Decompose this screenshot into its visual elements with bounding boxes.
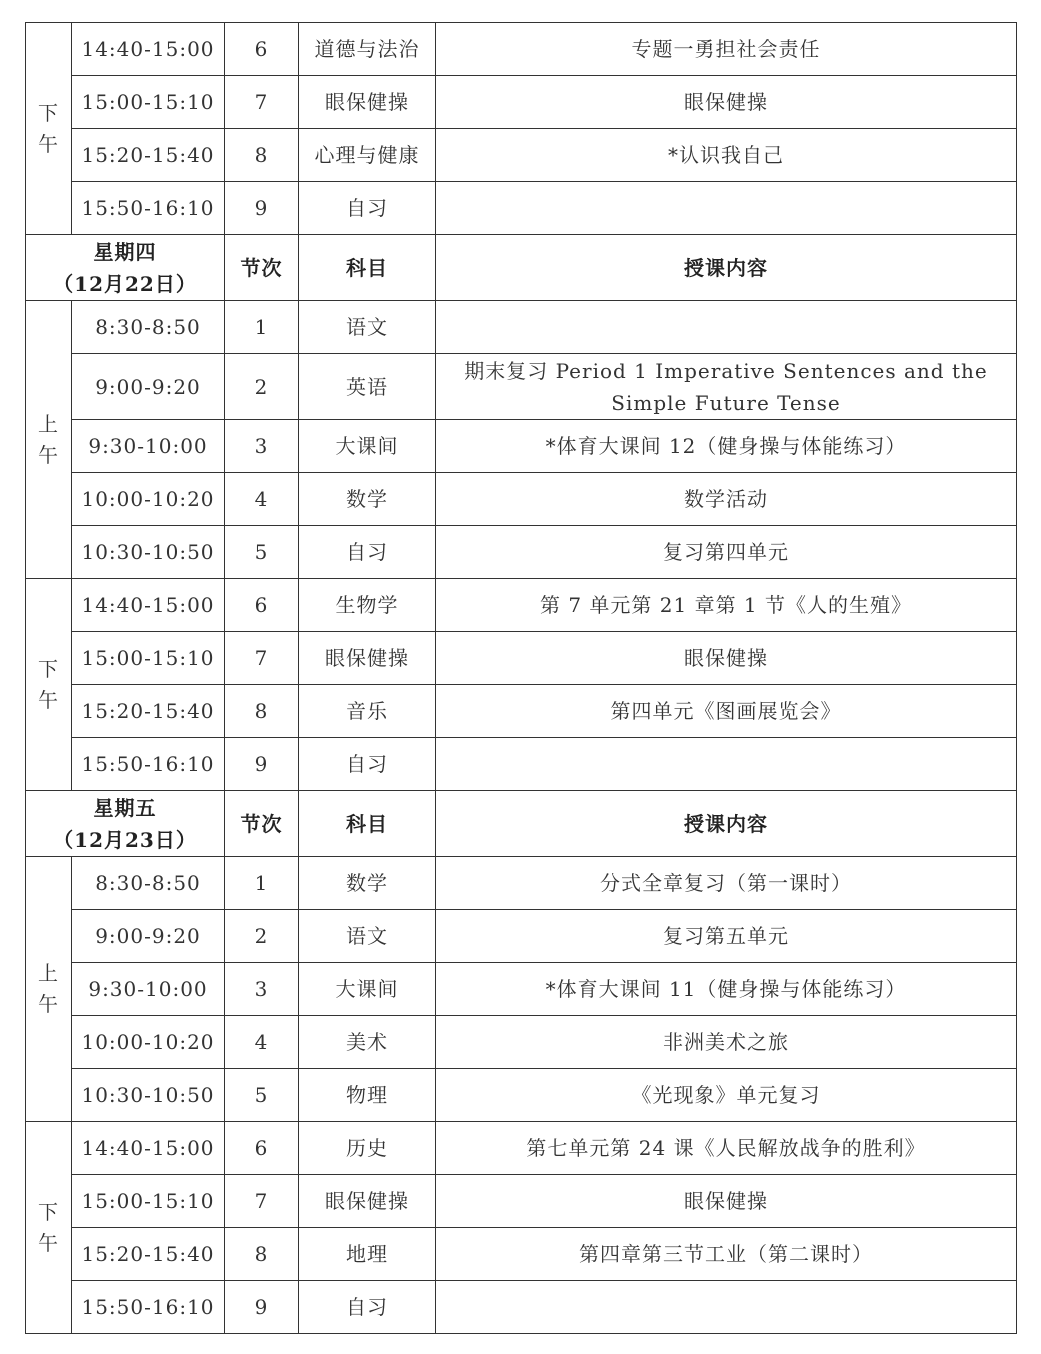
table-row (26, 129, 1017, 182)
table-row (26, 632, 1017, 685)
subject-cell: 眼保健操 (299, 1175, 436, 1228)
table-row (26, 685, 1017, 738)
period-label: 上午 (26, 301, 72, 579)
table-row (26, 420, 1017, 473)
lesson-number-cell: 9 (225, 1281, 299, 1334)
subject-cell: 数学 (299, 857, 436, 910)
subject-cell: 自习 (299, 738, 436, 791)
column-header-lesson-number: 节次 (225, 235, 299, 301)
table-row (26, 1016, 1017, 1069)
day-name: 星期五 (93, 795, 157, 820)
time-cell: 15:00-15:10 (72, 632, 225, 685)
subject-cell: 语文 (299, 301, 436, 354)
subject-cell: 眼保健操 (299, 76, 436, 129)
content-cell: 第 7 单元第 21 章第 1 节《人的生殖》 (436, 579, 1017, 632)
lesson-number-cell: 9 (225, 738, 299, 791)
lesson-number-cell: 3 (225, 420, 299, 473)
content-cell: 复习第四单元 (436, 526, 1017, 579)
content-cell: 眼保健操 (436, 76, 1017, 129)
period-label: 上午 (26, 857, 72, 1122)
table-row (26, 1122, 1017, 1175)
subject-cell: 自习 (299, 1281, 436, 1334)
table-row (26, 579, 1017, 632)
lesson-number-cell: 4 (225, 473, 299, 526)
day-label (26, 235, 225, 301)
day-header-row (26, 235, 1017, 301)
subject-cell: 音乐 (299, 685, 436, 738)
time-cell: 9:30-10:00 (72, 963, 225, 1016)
lesson-number-cell: 9 (225, 182, 299, 235)
time-cell: 8:30-8:50 (72, 301, 225, 354)
subject-cell: 地理 (299, 1228, 436, 1281)
subject-cell: 数学 (299, 473, 436, 526)
time-cell: 10:00-10:20 (72, 473, 225, 526)
time-cell: 15:50-16:10 (72, 182, 225, 235)
subject-cell: 英语 (299, 354, 436, 420)
content-cell: 第四单元《图画展览会》 (436, 685, 1017, 738)
time-cell: 15:20-15:40 (72, 685, 225, 738)
lesson-number-cell: 6 (225, 23, 299, 76)
lesson-number-cell: 5 (225, 526, 299, 579)
content-cell: 眼保健操 (436, 1175, 1017, 1228)
day-date: （12月23日） (53, 827, 197, 852)
table-row (26, 1228, 1017, 1281)
time-cell: 14:40-15:00 (72, 23, 225, 76)
subject-cell: 自习 (299, 526, 436, 579)
time-cell: 14:40-15:00 (72, 579, 225, 632)
time-cell: 9:00-9:20 (72, 354, 225, 420)
time-cell: 15:20-15:40 (72, 129, 225, 182)
time-cell: 10:00-10:20 (72, 1016, 225, 1069)
period-label: 下午 (26, 1122, 72, 1334)
subject-cell: 大课间 (299, 420, 436, 473)
day-name: 星期四 (93, 239, 157, 264)
column-header-subject: 科目 (299, 235, 436, 301)
lesson-number-cell: 7 (225, 76, 299, 129)
content-cell (436, 301, 1017, 354)
table-row (26, 182, 1017, 235)
time-cell: 10:30-10:50 (72, 1069, 225, 1122)
content-cell: 期末复习 Period 1 Imperative Sentences and the Simple Future Tense (436, 354, 1017, 420)
time-cell: 9:30-10:00 (72, 420, 225, 473)
time-cell: 10:30-10:50 (72, 526, 225, 579)
day-date: （12月22日） (53, 271, 197, 296)
period-label: 下午 (26, 579, 72, 791)
lesson-number-cell: 1 (225, 857, 299, 910)
content-cell (436, 738, 1017, 791)
content-cell: *体育大课间 12（健身操与体能练习） (436, 420, 1017, 473)
time-cell: 15:50-16:10 (72, 1281, 225, 1334)
lesson-number-cell: 2 (225, 354, 299, 420)
table-row (26, 857, 1017, 910)
subject-cell: 物理 (299, 1069, 436, 1122)
column-header-subject: 科目 (299, 791, 436, 857)
time-cell: 15:50-16:10 (72, 738, 225, 791)
content-cell: *认识我自己 (436, 129, 1017, 182)
subject-cell: 心理与健康 (299, 129, 436, 182)
lesson-number-cell: 6 (225, 1122, 299, 1175)
lesson-number-cell: 6 (225, 579, 299, 632)
table-row (26, 1069, 1017, 1122)
content-cell: 《光现象》单元复习 (436, 1069, 1017, 1122)
lesson-number-cell: 3 (225, 963, 299, 1016)
schedule-table (25, 22, 1017, 1334)
lesson-number-cell: 1 (225, 301, 299, 354)
content-cell (436, 182, 1017, 235)
content-cell: 眼保健操 (436, 632, 1017, 685)
day-header-row (26, 791, 1017, 857)
table-row (26, 354, 1017, 420)
content-cell: 数学活动 (436, 473, 1017, 526)
table-row (26, 76, 1017, 129)
content-cell (436, 1281, 1017, 1334)
table-row (26, 910, 1017, 963)
table-row (26, 1175, 1017, 1228)
subject-cell: 生物学 (299, 579, 436, 632)
subject-cell: 大课间 (299, 963, 436, 1016)
content-cell: 复习第五单元 (436, 910, 1017, 963)
table-row (26, 301, 1017, 354)
time-cell: 8:30-8:50 (72, 857, 225, 910)
table-row (26, 473, 1017, 526)
column-header-lesson-number: 节次 (225, 791, 299, 857)
content-cell: 第四章第三节工业（第二课时） (436, 1228, 1017, 1281)
lesson-number-cell: 4 (225, 1016, 299, 1069)
time-cell: 14:40-15:00 (72, 1122, 225, 1175)
subject-cell: 眼保健操 (299, 632, 436, 685)
subject-cell: 道德与法治 (299, 23, 436, 76)
content-cell: 分式全章复习（第一课时） (436, 857, 1017, 910)
table-row (26, 526, 1017, 579)
period-label: 下午 (26, 23, 72, 235)
lesson-number-cell: 7 (225, 632, 299, 685)
time-cell: 15:00-15:10 (72, 76, 225, 129)
lesson-number-cell: 7 (225, 1175, 299, 1228)
lesson-number-cell: 5 (225, 1069, 299, 1122)
table-row (26, 1281, 1017, 1334)
column-header-content: 授课内容 (436, 235, 1017, 301)
table-row (26, 23, 1017, 76)
lesson-number-cell: 2 (225, 910, 299, 963)
subject-cell: 历史 (299, 1122, 436, 1175)
lesson-number-cell: 8 (225, 1228, 299, 1281)
time-cell: 9:00-9:20 (72, 910, 225, 963)
subject-cell: 语文 (299, 910, 436, 963)
content-cell: 专题一勇担社会责任 (436, 23, 1017, 76)
time-cell: 15:00-15:10 (72, 1175, 225, 1228)
table-row (26, 738, 1017, 791)
column-header-content: 授课内容 (436, 791, 1017, 857)
table-row (26, 963, 1017, 1016)
day-label (26, 791, 225, 857)
subject-cell: 美术 (299, 1016, 436, 1069)
lesson-number-cell: 8 (225, 685, 299, 738)
content-cell: 非洲美术之旅 (436, 1016, 1017, 1069)
content-cell: *体育大课间 11（健身操与体能练习） (436, 963, 1017, 1016)
subject-cell: 自习 (299, 182, 436, 235)
time-cell: 15:20-15:40 (72, 1228, 225, 1281)
content-cell: 第七单元第 24 课《人民解放战争的胜利》 (436, 1122, 1017, 1175)
lesson-number-cell: 8 (225, 129, 299, 182)
